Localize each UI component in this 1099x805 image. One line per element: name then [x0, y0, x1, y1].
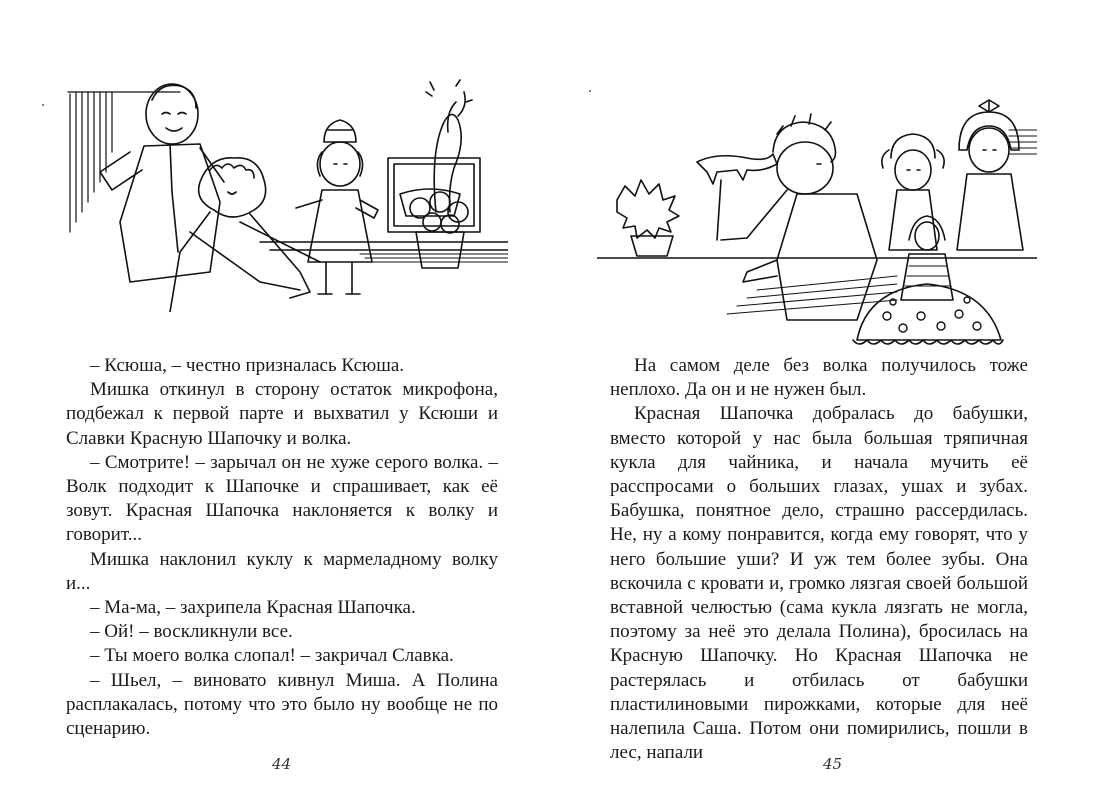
paragraph: – Смотрите! – зарычал он не хуже серого волка. – Волк подходит к Шапочке и спрашивает, как её зовут. Красная Шапочка наклоняется к волку и говорит...	[66, 451, 498, 546]
paragraph: На самом деле без волка получилось тоже неплохо. Да он и не нужен был.	[610, 355, 1028, 401]
speck	[42, 104, 44, 106]
doll-figure	[296, 120, 378, 294]
left-text-block	[66, 354, 498, 741]
woman-figure	[170, 158, 320, 312]
paragraph: Мишка откинул в сторону остаток микрофона, подбежал к первой парте и выхватил у Ксюши и Славки Красную Шапочку и волка.	[66, 379, 498, 449]
paragraph: Мишка наклонил куклу к мармеладному волку и...	[66, 548, 498, 594]
illustration-right	[597, 90, 1037, 352]
wolf-puppet	[697, 154, 777, 240]
tea-cosy-doll	[853, 216, 1003, 344]
paragraph: – Ты моего волка слопал! – закричал Славка.	[90, 645, 454, 667]
paragraph: – Шьел, – виновато кивнул Миша. А Полина расплакалась, потому что это было ну вообще не по сценарию.	[66, 669, 498, 740]
illustration-left	[60, 72, 508, 312]
flower-pot	[410, 192, 468, 268]
girl-figure	[957, 100, 1023, 250]
cactus	[400, 80, 472, 216]
right-text-block	[610, 354, 1028, 765]
boy-figure	[100, 84, 224, 282]
paragraph: – Ма-ма, – захрипела Красная Шапочка.	[90, 597, 416, 619]
girl-figure	[882, 134, 944, 250]
paragraph: – Ой! – воскликнули все.	[90, 621, 293, 643]
page-number-left: 44	[272, 755, 292, 773]
speck	[589, 90, 591, 92]
boy-figure	[721, 114, 877, 320]
paragraph: – Ксюша, – честно призналась Ксюша.	[90, 355, 405, 376]
page-number-right: 45	[823, 755, 843, 773]
paragraph: Красная Шапочка добралась до бабушки, вместо которой у нас была большая тряпичная кукла для чайника, и начала мучить её расспросами о больших глазах, ушах и зубах. Бабушка, понятное дело, страшно рассердилась. Не, ну а кому понравится, когда ему говорят, что у него большие уши? И уж тем более зубы. Она вскочила с кровати и, громко лязгая своей большой вставной челюстью (сама кукла лязгать не могла, поэтому за неё это делала Полина), бросилась на Красную Шапочку. Но Красная Шапочка не растерялась и отбилась от бабушки пластилиновыми пирожками, которые для неё налепила Саша. Потом они помирились, пошли в лес, напали	[610, 403, 1028, 764]
potted-flower	[617, 180, 679, 256]
right-page	[555, 0, 1099, 805]
left-page	[0, 0, 545, 805]
